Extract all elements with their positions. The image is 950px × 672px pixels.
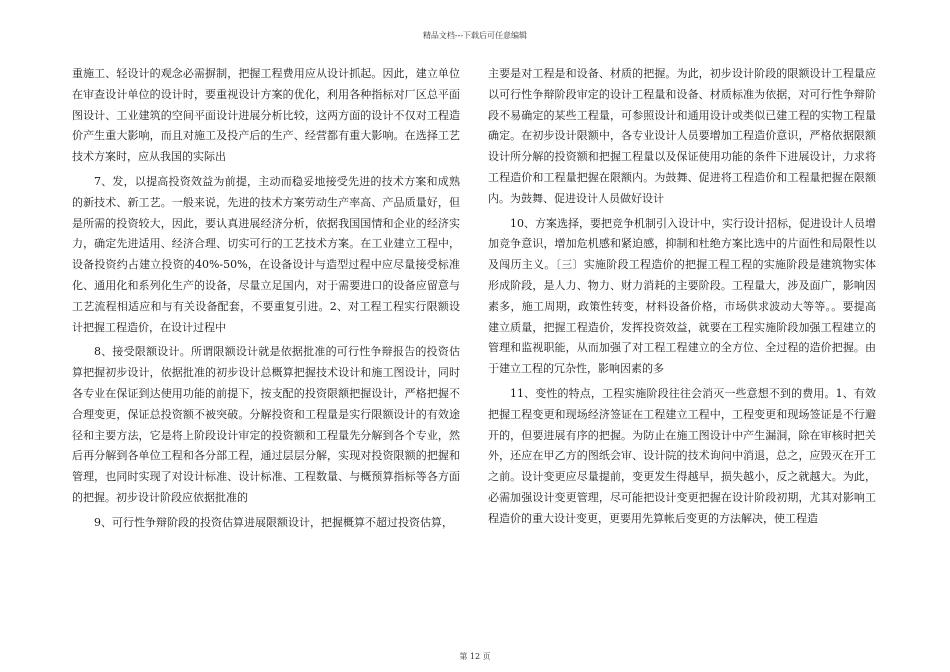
page-number: 第 12 页 bbox=[459, 652, 491, 661]
paragraph: 8、接受限额设计。所谓限额设计就是依据批准的可行性争辩报告的投资估算把握初步设计，依据批准的初步设计总概算把握技术设计和施工图设计，同时各专业在保证到达使用功能的前提下，按支配的投资限额把握设计，严格把握不合理变更，保证总投资额不被突破。分解投资和工程量是实行限额设计的有效途径和主要方法，它是将上阶段设计审定的投资额和工程量先分解到各个专业，然后再分解到各单位工程和各分部工程，通过层层分解，实现对投资限额的把握和管理，也同时实现了对设计标准、设计标准、工程数量、与概预算指标等各方面的把握。初步设计阶段应依据批准的 bbox=[72, 345, 460, 504]
left-column bbox=[72, 64, 460, 538]
page-header: 精品文档---下载后可任意编辑 bbox=[422, 31, 528, 40]
paragraph: 11、变性的特点，工程实施阶段往往会消灭一些意想不到的费用。1、有效把握工程变更和现场经济签证在工程建立工程中，工程变更和现场签证是不行避开的，但要进展有序的把握。为防止在施工图设计中产生漏洞，除在审核时把关外，还应在甲乙方的图纸会审、设计院的技术询问中消退，总之，应毁灭在开工之前。设计变更应尽量提前，变更发生得越早，损失越小，反之就越大。为此，必需加强设计变更管理，尽可能把设计变更把握在设计阶段初期，尤其对影响工程造价的重大设计变更，更要用先算帐后变更的方法解决，使工程造 bbox=[488, 386, 876, 525]
right-column bbox=[488, 64, 876, 534]
paragraph: 重施工、轻设计的观念必需摒制，把握工程费用应从设计抓起。因此，建立单位在审查设计单位的设计时，要重视设计方案的优化，利用各种指标对厂区总平面图设计、工业建筑的空间平面设计进展分析比较，这两方面的设计不仅对工程造价产生重大影响，而且对施工及投产后的生产、经营都有重大影响。在选择工艺技术方案时，应从我国的实际出 bbox=[72, 67, 460, 164]
paragraph: 主要是对工程是和设备、材质的把握。为此，初步设计阶段的限额设计工程量应以可行性争辩阶段审定的设计工程量和设备、材质标准为依据，对可行性争辩阶段不易确定的某些工程量，可参照设计和通用设计或类似已建工程的实物工程量确定。在初步设计限额中，各专业设计人员要增加工程造价意识，严格依据限额设计所分解的投资额和把握工程量以及保证使用功能的条件下进展设计，力求将工程造价和工程量把握在限额内。为鼓舞、促进将工程造价和工程量把握在限额内。为鼓舞、促进设计人员做好设计 bbox=[488, 67, 876, 205]
paragraph: 9、可行性争辩阶段的投资估算进展限额设计，把握概算不超过投资估算， bbox=[94, 515, 453, 529]
paragraph: 10、方案选择，要把竞争机制引入设计中，实行设计招标，促进设计人员增加竞争意识，增加危机感和紧迫感，抑制和杜绝方案比选中的片面性和局限性以及闯历主义。〔三〕实施阶段工程造价的把握工程工程的实施阶段是建筑物实体形成阶段，是人力、物力、财力消耗的主要阶段。工程量大，涉及面广，影响因素多，施工周期，政策性转变，材料设备价格，市场供求波动大等等。。要提高建立质量，把握工程造价，发挥投资效益，就要在工程实施阶段加强工程建立的管理和监视职能，从而加强了对工程工程建立的全方位、全过程的造价把握。由于建立工程的冗杂性，影响因素的多 bbox=[488, 216, 876, 376]
paragraph: 7、发，以提高投资效益为前提，主动而稳妥地接受先进的技术方案和成熟的新技术、新工艺。一般来说，先进的技术方案劳动生产率高、产品质量好，但是所需的投资较大，因此，要认真进展经济分析，依据我国国情和企业的经济实力，确定先进适用、经济合理、切实可行的工艺技术方案。在工业建立工程中，设备投资约占建立投资的40%-50%，在设备设计与造型过程中应尽量接受标准化、通用化和系列化生产的设备，尽量立足国内，对于需要进口的设备应留意与工艺流程相适应和与有关设备配套，不要重复引进。2、对工程工程实行限额设计把握工程造价，在设计过程中 bbox=[72, 174, 460, 334]
